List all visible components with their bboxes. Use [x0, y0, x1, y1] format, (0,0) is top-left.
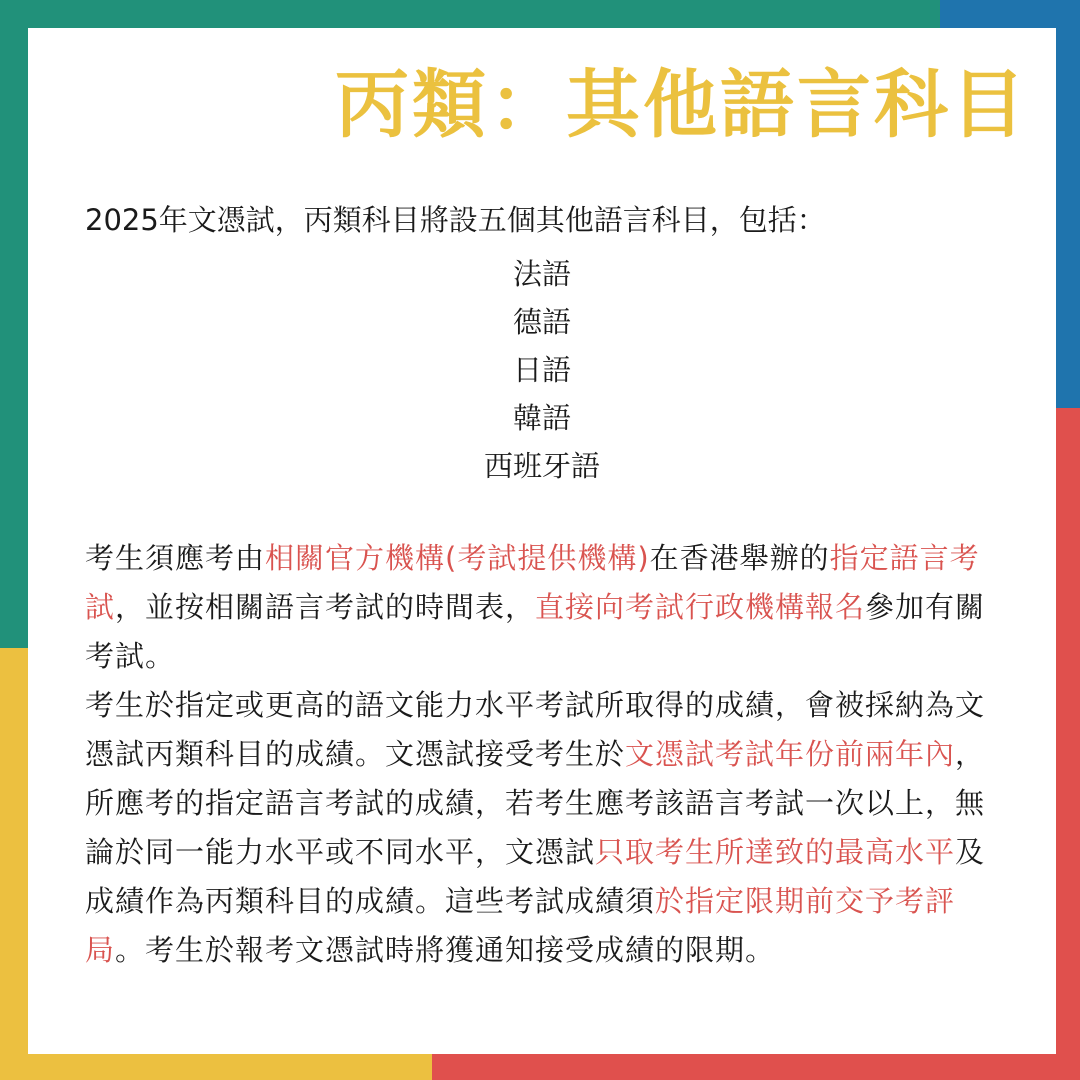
- top-green-band: [0, 0, 940, 28]
- body-text: [85, 534, 989, 975]
- list-item: 韓語: [512, 401, 571, 435]
- highlight-text: 文憑試考試年份前兩年內: [625, 737, 956, 771]
- page-title: 丙類：其他語言科目: [335, 62, 1028, 148]
- text-segment: ，並按相關語言考試的時間表，: [115, 590, 536, 624]
- content-card: [28, 28, 1056, 1054]
- text-segment: 考生於指定或更高的語文能力水平考試所取得的成績，會被採納為文憑試丙類科目的成績。文憑試接受考生於: [85, 688, 986, 771]
- language-list: [28, 250, 1056, 490]
- highlight-text: 只取考生所達致的最高水平: [595, 835, 956, 869]
- bottom-red-band: [432, 1054, 1080, 1080]
- bottom-yellow-band: [0, 1054, 432, 1080]
- highlight-text: 相關官方機構(考試提供機構): [265, 541, 650, 575]
- text-segment: 在香港舉辦的: [649, 541, 830, 575]
- text-segment: 參加有關考試。: [85, 590, 986, 673]
- text-segment: ，所應考的指定語言考試的成績，若考生應考該語言考試一次以上，無論於同一能力水平或不同水平，文憑試: [85, 737, 986, 869]
- list-item: 西班牙語: [483, 449, 600, 483]
- right-red-band: [1056, 408, 1080, 1080]
- list-item: 德語: [512, 305, 571, 339]
- text-segment: 考生須應考由: [85, 541, 266, 575]
- list-item: 法語: [512, 257, 571, 291]
- text-segment: 及成績作為丙類科目的成績。這些考試成績須: [85, 835, 986, 918]
- intro-text: 2025年文憑試，丙類科目將設五個其他語言科目，包括：: [85, 203, 826, 237]
- right-blue-band: [1056, 0, 1080, 408]
- results-paragraph: [85, 681, 989, 975]
- highlight-text: 直接向考試行政機構報名: [535, 590, 866, 624]
- text-segment: 。考生於報考文憑試時將獲通知接受成績的限期。: [115, 933, 776, 967]
- highlight-text: 於指定限期前交予考評局: [85, 884, 956, 967]
- left-green-band: [0, 0, 28, 648]
- highlight-text: 指定語言考試: [85, 541, 980, 624]
- left-yellow-band: [0, 648, 28, 1080]
- registration-paragraph: [85, 534, 989, 681]
- list-item: 日語: [512, 353, 571, 387]
